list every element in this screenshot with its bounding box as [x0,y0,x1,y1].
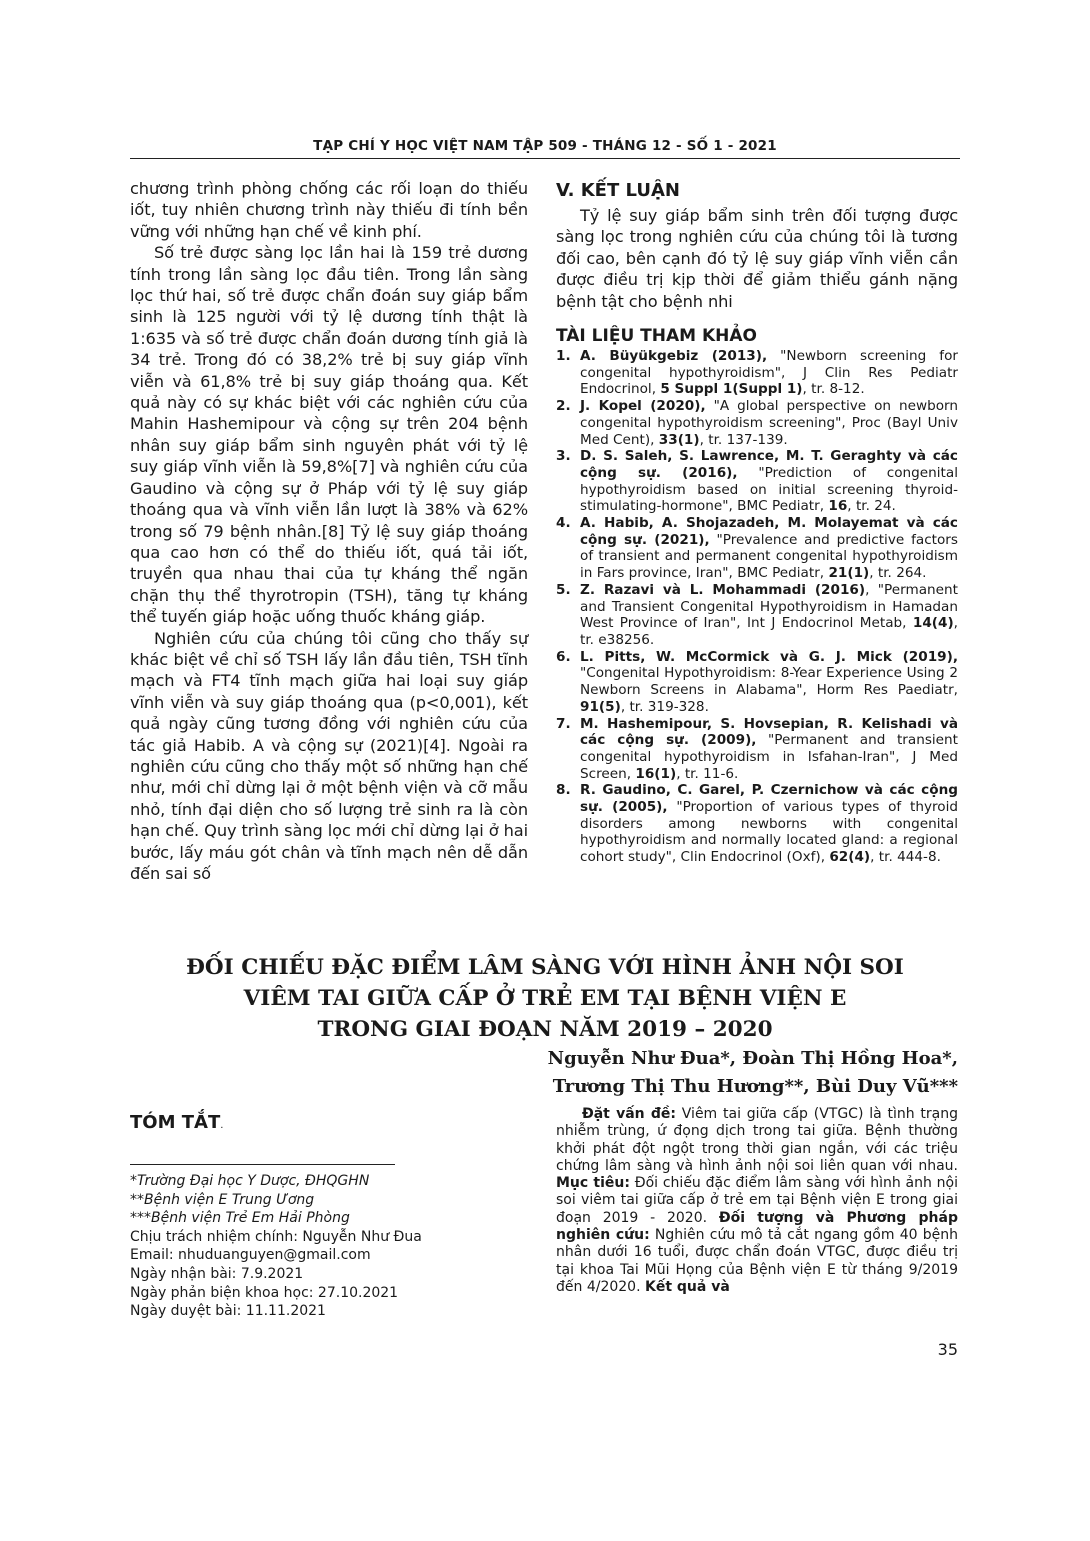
reference-title: "Permanent and transient congenital hypothyroidism in Isfahan-Iran", J Med Screen, [580,732,958,782]
author-list [548,1045,958,1101]
right-column [556,180,958,866]
reference-number: 5. [556,581,571,598]
journal-header: TẠP CHÍ Y HỌC VIỆT NAM TẬP 509 - THÁNG 12 - SỐ 1 - 2021 [313,138,777,154]
abstract-segment: Đối chiếu đặc điểm lâm sàng với hình ảnh nội soi viêm tai giữa cấp ở trẻ em tại Bệnh viện E trong giai đoạn 2019 - 2020. [556,1175,958,1226]
left-column [130,178,528,884]
author-email: Email: nhuduanguyen@gmail.com [130,1247,371,1264]
summary-heading [130,1112,223,1133]
reference-item [556,649,958,716]
received-date: Ngày nhận bài: 7.9.2021 [130,1265,304,1282]
author-line: Trương Thị Thu Hương**, Bùi Duy Vũ*** [552,1076,958,1097]
reference-pages: , tr. e38256. [580,615,958,648]
reference-authors: J. Kopel (2020), [580,398,706,415]
reference-authors: Z. Razavi và L. Mohammadi (2016) [580,581,866,598]
abstract-label: Kết quả và [644,1278,730,1295]
author-line: Nguyễn Như Đua*, Đoàn Thị Hồng Hoa*, [547,1048,958,1069]
reference-authors: M. Hashemipour, S. Hovsepian, R. Kelishadi và các cộng sự. (2009), [580,715,958,749]
reference-volume: 33(1) [658,431,700,448]
reference-volume: 14(4) [912,615,954,632]
article-title [130,952,960,1045]
reference-item [556,716,958,783]
reference-item [556,515,958,582]
reference-volume: 62(4) [829,849,871,866]
reference-volume: 16 [828,498,848,515]
reference-list [556,348,958,866]
reference-authors: A. Habib, A. Shojazadeh, M. Molayemat và các cộng sự. (2021), [580,515,958,548]
reference-title: "Prediction of congenital hypothyroidism based on initial screening thyroid-stimulating-hormone", BMC Pediatr, [580,464,958,515]
reference-pages: , tr. 137-139. [699,431,788,448]
reference-title: , "Permanent and Transient Congenital Hypothyroidism in Hamadan West Province of Iran", Int J Endocrinol Metab, [580,581,958,632]
reference-number: 7. [556,715,571,732]
reference-number: 1. [556,348,571,365]
reference-volume: 16(1) [635,765,677,782]
reference-number: 3. [556,448,571,465]
reference-volume: 5 Suppl 1(Suppl 1) [660,381,803,398]
responsible-author: Chịu trách nhiệm chính: Nguyễn Như Đua [130,1228,422,1245]
reference-item [556,448,958,515]
reference-pages: , tr. 444-8. [870,849,941,866]
title-line: VIÊM TAI GIỮA CẤP Ở TRẺ EM TẠI BỆNH VIỆN E [243,986,847,1011]
affiliation-1: *Trường Đại học Y Dược, ĐHQGHN [130,1173,370,1189]
reference-item [556,782,958,866]
review-date: Ngày phản biện khoa học: 27.10.2021 [130,1284,399,1301]
header-divider [130,158,960,159]
abstract-segment: Nghiên cứu mô tả cắt ngang gồm 40 bệnh nhân dưới 16 tuổi, được chẩn đoán VTGC, được điều trị tại khoa Tai Mũi Họng của Bệnh viện E từ tháng 9/2019 đến 4/2020. [556,1227,959,1295]
reference-pages: , tr. 8-12. [802,381,865,398]
reference-authors: D. S. Saleh, S. Lawrence, M. T. Geraghty và các cộng sự. (2016), [580,448,958,481]
reference-title: "A global perspective on newborn congenital hypothyroidism screening", Proc (Bayl Univ Med Cent), [580,398,958,448]
page-number: 35 [937,1340,958,1359]
abstract-text [556,1106,958,1296]
conclusion-heading: V. KẾT LUẬN [556,180,680,201]
reference-number: 4. [556,515,571,532]
footnote-divider [130,1164,395,1165]
reference-number: 6. [556,648,571,665]
summary-heading-text: TÓM TẮT [130,1112,221,1133]
summary-heading-dot: . [220,1120,224,1131]
reference-number: 2. [556,398,571,415]
title-line: ĐỐI CHIẾU ĐẶC ĐIỂM LÂM SÀNG VỚI HÌNH ẢNH NỘI SOI [186,955,904,980]
reference-volume: 91(5) [580,698,621,715]
reference-authors: L. Pitts, W. McCormick và G. J. Mick (2019), [580,648,958,665]
reference-number: 8. [556,782,571,799]
reference-title: "Newborn screening for congenital hypothyroidism", J Clin Res Pediatr Endocrinol, [580,348,958,398]
body-paragraph-1: chương trình phòng chống các rối loạn do thiếu iốt, tuy nhiên chương trình này thiếu đi tính bền vững với những hạn chế về kinh phí. [130,179,528,241]
body-paragraph-3: Nghiên cứu của chúng tôi cũng cho thấy sự khác biệt về chỉ số TSH lấy lần đầu tiên, TSH tĩnh mạch và FT4 tĩnh mạch giữa hai loại suy giáp vĩnh viễn và suy giáp thoáng qua (p<0,001), kết quả ngày cũng tương đồng với nghiên cứu của tác giả Habib. A và cộng sự (2021)[4]. Ngoài ra nghiên cứu cũng cho thấy một số những hạn chế như, mới chỉ dừng lại ở một bệnh viện và cỡ mẫu nhỏ, tính đại diện cho số lượng trẻ sinh ra là còn hạn chế. Quy trình sàng lọc mới chỉ dừng lại ở hai bước, lấy máu gót chân và tĩnh mạch nên dễ dẫn đến sai số [130,628,528,883]
reference-pages: , tr. 319-328. [620,698,709,715]
abstract-label: Đặt vấn đề: [582,1106,676,1122]
abstract-label: Đối tượng và Phương pháp nghiên cứu: [556,1209,958,1244]
abstract-label: Mục tiêu: [556,1175,630,1192]
reference-pages: , tr. 11-6. [676,765,739,782]
title-line: TRONG GIAI ĐOẠN NĂM 2019 – 2020 [317,1017,773,1042]
affiliation-3: ***Bệnh viện Trẻ Em Hải Phòng [130,1210,350,1227]
body-paragraph-2: Số trẻ được sàng lọc lần hai là 159 trẻ dương tính trong lần sàng lọc đầu tiên. Trong lần sàng lọc thứ hai, số trẻ được chẩn đoán suy giáp bẩm sinh là 125 người với tỷ lệ dương tính thật là 1:635 và số trẻ được chẩn đoán dương tính giả là 34 trẻ. Trong đó có 38,2% trẻ bị suy giáp vĩnh viễn và 61,8% trẻ bị suy giáp thoáng qua. Kết quả này có sự khác biệt với các nghiên cứu của Mahin Hashemipour và cộng sự trên 204 bệnh nhân suy giáp bẩm sinh nguyên phát với tỷ lệ suy giáp vĩnh viễn là 59,8%[7] và nghiên cứu của Gaudino và cộng sự ở Pháp với tỷ lệ suy giáp thoáng qua và vĩnh viễn lần lượt là 38% và 62% trong số 79 bệnh nhân.[8] Tỷ lệ suy giáp thoáng qua cao hơn có thể do thiếu iốt, quá tải iốt, truyền qua nhau thai của tự kháng thể ngăn chặn thụ thể thyrotropin (TSH), tăng tự kháng thể tuyến giáp hoặc uống thuốc kháng giáp. [130,243,528,627]
reference-title: "Prevalence and predictive factors of transient and permanent congenital hypothyroidism in Fars province, Iran", BMC Pediatr, [580,531,958,582]
reference-authors: R. Gaudino, C. Garel, P. Czernichow và các cộng sự. (2005), [580,782,958,816]
reference-item [556,582,958,649]
conclusion-text: Tỷ lệ suy giáp bẩm sinh trên đối tượng được sàng lọc trong nghiên cứu của chúng tôi là tương đối cao, bên cạnh đó tỷ lệ suy giáp vĩnh viễn cần được điều trị kịp thời để giảm thiểu gánh nặng bệnh tật cho bệnh nhi [556,206,958,311]
reference-item [556,398,958,448]
reference-authors: A. Büyükgebiz (2013), [580,348,768,365]
reference-item [556,348,958,398]
affiliation-2: **Bệnh viện E Trung Ương [130,1191,315,1208]
reference-title: "Proportion of various types of thyroid disorders among newborns with congenital hypothyroidism and normally located gland: a regional cohort study", Clin Endocrinol (Oxf), [580,799,958,866]
accepted-date: Ngày duyệt bài: 11.11.2021 [130,1303,326,1320]
reference-title: "Congenital Hypothyroidism: 8-Year Experience Using 2 Newborn Screens in Alabama", Horm Res Paediatr, [580,665,958,699]
reference-volume: 21(1) [828,565,870,582]
references-heading: TÀI LIỆU THAM KHẢO [556,326,757,347]
reference-pages: , tr. 24. [847,498,896,515]
reference-pages: , tr. 264. [869,565,927,582]
footnotes [130,1172,530,1321]
abstract-segment: Viêm tai giữa cấp (VTGC) là tình trạng nhiễm trùng, ứ đọng dịch trong tai giữa. Bệnh thường khởi phát đột ngột trong thời gian ngắn, với các triệu chứng lâm sàng và hình ảnh nội soi liên quan với nhau. [556,1106,959,1174]
